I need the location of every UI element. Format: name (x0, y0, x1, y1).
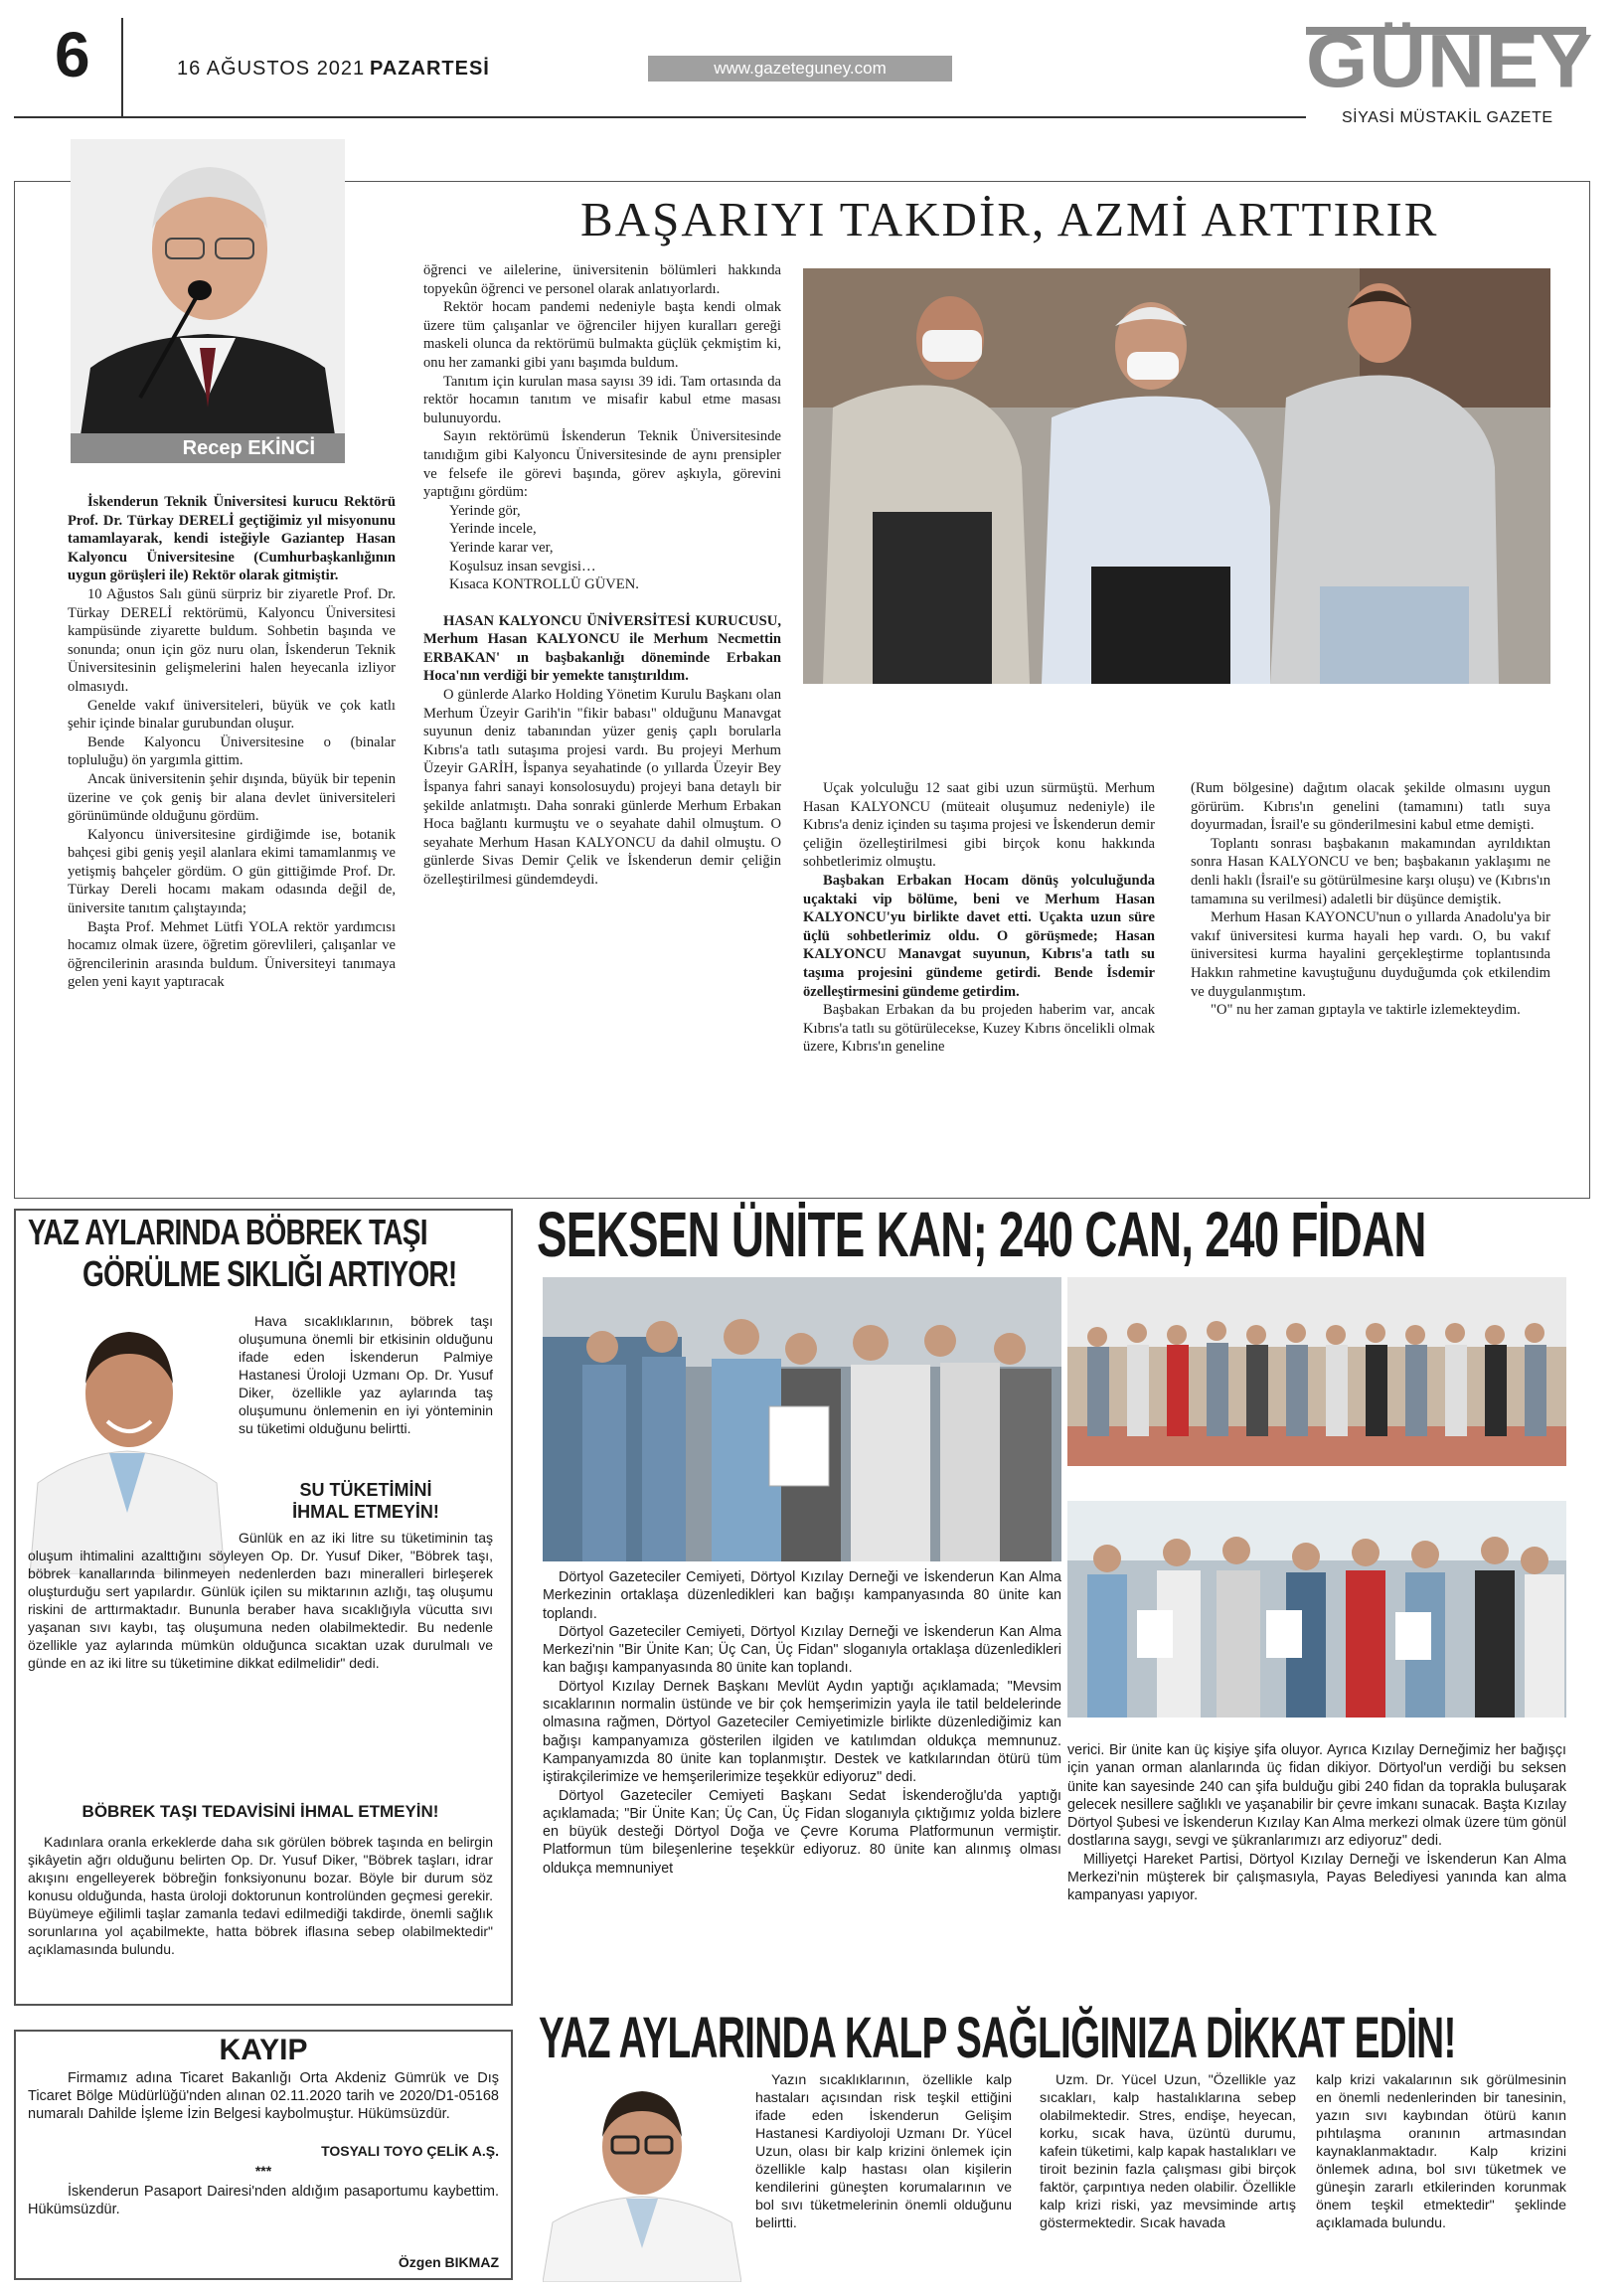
col1-p5: Ancak üniversitenin şehir dışında, büyük bir tepenin üzerine ve çok geniş bir alana devlet üniversiteleri görünümünde olduğunu gördüm. (68, 770, 396, 825)
blood-left-p1: Dörtyol Gazeteciler Cemiyeti, Dörtyol Kızılay Derneği ve İskenderun Kan Alma Merkezinin ortaklaşa düzenledikleri kan bağışı kampanyasında 80 ünite kan toplandı. (543, 1569, 1061, 1622)
header-divider-vertical (121, 18, 123, 117)
lost-signature-2: Özgen BIKMAZ (398, 2254, 499, 2270)
col2-p5: HASAN KALYONCU ÜNİVERSİTESİ KURUCUSU, Merhum Hasan KALYONCU ile Merhum Necmettin ERBAKAN' ın başbakanlığı döneminde Erbakan Hoca'nın verdiği bir yemekte tanıştırıldım. (423, 612, 781, 685)
page-number: 6 (55, 19, 90, 90)
col4-p1: (Rum bölgesine) dağıtım olacak şekilde olmasını uygun görürüm. Kıbrıs'ın genelini (tamamını) tatlı suya doyurmadan, İsrail'e su gönderilmesini kabul etme demişti. (1191, 780, 1550, 834)
author-photo (71, 139, 345, 435)
col3-p1: Uçak yolculuğu 12 saat gibi uzun sürmüştü. Merhum Hasan KALYONCU (müteait oluşumuz nedeniyle) ile Kıbrıs'a deniz içinden su taşıma projesi ve İskenderun demir çeliğin özelleştirilmesi gibi birçok konu hakkında sohbetlerimiz olmuştu. (803, 780, 1155, 871)
three-men-photo-svg (803, 268, 1550, 684)
author-name: Recep EKİNCİ (182, 437, 315, 459)
blood-right-p1: verici. Bir ünite kan üç kişiye şifa oluyor. Ayrıca Kızılay Derneğimiz her bağışçı için yanan orman alanlarında üç fidan dikiyor. Dörtyol'un verdiği bu seksen ünite kan sayesinde 240 can şifa bulduğu gibi 240 fidan da toprakla buluşarak gelecek nesillere sağlıklı ve yaşanabilir bir çevre imkanı sunacak. Başta Kızılay Dörtyol Şubesi ve İskenderun Kızılay Kan Alma merkezi olmak üzere tüm gönül dostlarına saygı, sevgi ve şükranlarımızı arz ediyoruz" dedi. (1067, 1742, 1566, 1850)
doctor-uzun-portrait-svg (543, 2073, 741, 2282)
blood-photo-group (1067, 1277, 1566, 1466)
lost-title: KAYIP (219, 2034, 308, 2066)
col4-p3: Merhum Hasan KAYONCU'nun o yıllarda Anadolu'ya bir vakıf üniversitesi kurma hayali hep vardı. O, bu vakıf üniversitesi kurma hayalini gerçekleştirme toplantısında Hakkın rahmetine kavuştuğunu duyduğumda çok etkilendim ve duygulanmıştım. (1191, 909, 1550, 1000)
heart-col1: Yazın sıcaklıklarının, özellikle kalp hastaları açısından risk teşkil ettiğini ifade eden İskenderun Gelişim Hastanesi Kardiyoloji Uzmanı Dr. Yücel Uzun, olası bir kalp krizini önlemek için özellikle kalp hastası olan kişilerin kendilerini güneşten korumalarının ve bol sıvı tüketmelerinin önemli olduğunu belirtti. (755, 2072, 1012, 2231)
newspaper-logo (1306, 18, 1594, 107)
col3-p3: Başbakan Erbakan da bu projeden haberim var, ancak Kıbrıs'a tatlı su götürülecekse, Kuzey Kıbrıs öncelikli olmak üzere, Kıbrıs'ın geneline (803, 1002, 1155, 1056)
motto-list (423, 502, 781, 594)
col3-p2: Başbakan Erbakan Hocam dönüş yolculuğunda uçaktaki vip bölüme, beni ve Merhum Hasan KALYONCU'yu birlikte davet etti. Uçakta uzun süre üçlü sohbetlerimiz oldu. O görüşmede; Hasan KALYONCU Manavgat suyunun, Kıbrıs'a tatlı su taşıma projesini gündeme getirdi. Bende İsdemir özelleştirmesini gündeme getirdim. (803, 872, 1155, 1000)
lost-stars: *** (254, 2163, 272, 2179)
blood-photo-1-svg (543, 1277, 1061, 1561)
lost-notice-2: İskenderun Pasaport Dairesi'nden aldığım pasaportumu kaybettim. Hükümsüzdür. (28, 2184, 499, 2217)
blood-photo-3-svg (1067, 1501, 1566, 1718)
col2-p1: öğrenci ve ailelerine, üniversitenin bölümleri hakkında topyekûn öğrenci ve personel olarak anlatıyorlardı. (423, 262, 781, 297)
col2-p6: O günlerde Alarko Holding Yönetim Kurulu Başkanı olan Merhum Üzeyir Garih'in "fikir babası" olduğunu Manavgat suyunun deniz tabanından yüzer geniş çaplı borularla Kıbrıs'a tatlı sutaşıma projesi vardı. Bu projeyi Merhum Üzeyir GARİH, İspanya seyahatinde (o yıllarda Üzeyir Bey İspanya fahri sanayi konsolosuydu) projeyi bana detaylı bir şekilde anlatmıştı. Daha sonraki günlerde Merhum Erbakan Hoca bağlantı kurmuştu ve o seyahate dahil olmuştum. O seyahate Merhum Hasan KALYONCU da dahil olmuştu. O günlerde Sivas Demir Çelik ve İskenderun demir çeliğin özelleştirilmesi gündemdeydi. (423, 687, 781, 888)
blood-left-p3: Dörtyol Kızılay Dernek Başkanı Mevlüt Aydın yaptığı açıklamada; "Mevsim sıcaklarının normalin üstünde ve bir çok hemşerimizin yayla ile tatil beldelerinde olmasına rağmen, Dörtyol Gazeteciler Cemiyetimizle birlikte düzenlediğimiz kan bağışı kampanyamıza gösterilen ilgiden ve katılımdan oldukça memnunuz. Kampanyamızda 80 ünite kan toplanmıştır. Destek ve katkılarından ötürü tüm iştirakçilerimize ve hemşerilerimize teşekkür ediyoruz" dedi. (543, 1678, 1061, 1786)
heart-title: YAZ AYLARINDA KALP SAĞLIĞINIZA DİKKAT EDİN! (539, 2006, 1456, 2070)
lost-notice-1: Firmamız adına Ticaret Bakanlığı Orta Akdeniz Gümrük ve Dış Ticaret Bölge Müdürlüğü'nden alınan 02.11.2020 tarih ve 2020/D1-05168 numaralı Dahilde İşleme İzin Belgesi kaybolmuştur. Hükümsüzdür. (28, 2070, 499, 2122)
column-text-col4 (1191, 779, 1550, 1020)
kidney-subhead1-line2: İHMAL ETMEYİN! (292, 1502, 439, 1522)
author-name-bar (71, 433, 345, 463)
col1-p6: Kalyoncu üniversitesine girdiğimde ise, botanik bahçesi gibi geniş yeşil alanlara ekimi tamamlanmış ve yetişmiş bahçeler gördüm. O gün gittiğimde Prof. Dr. Türkay Dereli hocamı makam odasında değil de, üniversite tanıtım çalıştayında; (68, 826, 396, 917)
blood-text-left (543, 1568, 1061, 1878)
kidney-subhead1-line1: SU TÜKETİMİNİ (299, 1480, 432, 1500)
column-text-col3 (803, 779, 1155, 1057)
motto-line: Yerinde karar ver, (449, 539, 554, 556)
blood-title: SEKSEN ÜNİTE KAN; 240 CAN, 240 FİDAN (537, 1199, 1426, 1270)
kidney-subhead2: BÖBREK TAŞI TEDAVİSİNİ İHMAL ETMEYİN! (81, 1802, 439, 1821)
motto-line: Kısaca KONTROLLÜ GÜVEN. (449, 576, 639, 593)
header-website[interactable]: www.gazeteguney.com (714, 59, 887, 78)
col1-p7: Başta Prof. Mehmet Lütfi YOLA rektör yardımcısı hocamız olmak üzere, öğretim görevlileri, çalışanlar ve öğrencilerinin arasında buldum. Üniversiteyi tanımaya gelen yeni kayıt yaptıracak (68, 918, 396, 991)
blood-left-p4: Dörtyol Gazeteciler Cemiyeti Başkanı Sedat İskenderoğlu'da yaptığı açıklamada; "Bir Ünite Kan; Üç Can, Üç Fidan sloganıyla çıktığımız yolda bizlere en büyük desteği Dörtyol Doğa ve Çevre Koruma Platformunun vermiştir. Platformun tüm bileşenlerine teşekkür ediyoruz. 80 ünite kan alınmış olması oldukça memnuniyet (543, 1787, 1061, 1877)
col1-p1: İskenderun Teknik Üniversitesi kurucu Rektörü Prof. Dr. Türkay DERELİ geçtiğimiz yıl misyonunu tamamlayarak, kendi isteğiyle Gaziantep Hasan Kalyoncu Üniversitesine (Cumhurbaşkanlığının uygun görüşleri ile) Rektör olarak gitmiştir. (68, 494, 396, 584)
header-website-bar[interactable] (648, 56, 952, 82)
kidney-title-line1: YAZ AYLARINDA BÖBREK TAŞI (28, 1212, 427, 1252)
col4-p4: "O" nu her zaman gıptayla ve taktirle izlemekteydim. (1211, 1002, 1521, 1019)
header-weekday: PAZARTESİ (370, 58, 490, 80)
col2-p3: Tanıtım için kurulan masa sayısı 39 idi. Tam ortasında da rektör hocamın tanıtım ve misafir kabul etme masası bulunuyordu. (423, 373, 781, 426)
kidney-para3: Kadınlara oranla erkeklerde daha sık görülen böbrek taşında en belirgin şikâyetin ağrı olduğunu belirten Op. Dr. Yusuf Diker, "Böbrek taşları, idrar akışını engelleyerek böbreğin fonksiyonunu bozar. Böyle bir durum söz konusu olduğunda, hasta üroloji doktorunun kontrolünden geçmesi gerekir. Büyümeye eğilimli taşlar zamanla tedavi edilmediği takdirde, önemli sağlık sorunlarına yol açabilmekte, hatta böbrek iflasına sebep olabilmektedir" açıklamasında bulundu. (28, 1834, 493, 1957)
logo-text: GÜNEY (1306, 19, 1594, 103)
doctor-uzun-photo (543, 2073, 741, 2282)
column-title: BAŞARIYI TAKDİR, AZMİ ARTTIRIR (580, 192, 1439, 246)
lost-signature-1: TOSYALI TOYO ÇELİK A.Ş. (321, 2143, 499, 2159)
blood-photo-certificate (543, 1277, 1061, 1561)
col4-p2: Toplantı sonrası başbakanın makamından ayrıldıktan sonra Hasan KALYONCU ve ben; başbakanın yaklaşımı ne denli haklı (İsrail'e su götürülmesine karşı oluşu) ve (Kıbrıs'ın tamamına su verilmesi) adaletli bir düşünce demiştik. (1191, 835, 1550, 907)
blood-left-p2: Dörtyol Gazeteciler Cemiyeti, Dörtyol Kızılay Derneği ve İskenderun Kan Alma Merkezi'nin "Bir Ünite Kan; Üç Can, Üç Fidan" sloganıyla ortaklaşa düzenledikleri kan bağışı kampanyasında 80 ünite kan toplandı. (543, 1623, 1061, 1677)
kidney-subhead1 (239, 1479, 493, 1523)
motto-line: Koşulsuz insan sevgisi… (449, 558, 596, 574)
col1-p2: 10 Ağustos Salı günü sürpriz bir ziyaretle Prof. Dr. Türkay DERELİ rektörümü, Kalyoncu Üniversitesi kampüsünde ziyarette buldum. Sohbetin başında ve sonunda; onun için göz nuru olan, İskenderun Teknik Üniversitesinin gelişmelerini halen heyecanla izliyor olmasıydı. (68, 585, 396, 695)
blood-text-right (1067, 1741, 1566, 1905)
blood-photo-certificates-group (1067, 1501, 1566, 1718)
col2-p2: Rektör hocam pandemi nedeniyle başta kendi olmak üzere tüm çalışanlar ve öğrenciler hijyen kuralları gereği maskeli olunca da rektörümü bulmakta güçlük çekmiştim ki, onu her zamanki gibi yanı başımda buldum. (423, 299, 781, 371)
motto-line: Yerinde incele, (449, 521, 537, 538)
header-rule (14, 116, 1306, 118)
author-portrait-svg (71, 139, 345, 435)
kidney-para2: Günlük en az iki litre su tüketiminin taş oluşum ihtimalini azalttığını söyleyen Op. Dr. Yusuf Diker, "Böbrek taşı, böbrek kanallarında bilinmeyen nedenlerden bazı mineralleri birleşerek oluşturduğu sert yapılardır. Günlük içilen su miktarının azlığı, taş oluşumu riskini de arttırmaktadır. Bununla beraber hava sıcaklığıyla vücutta sıvı yaşanan sıvı kaybı, taş oluşumuna neden olabilmektedir. Bu nedenle özellikle yaz aylarında mümkün olduğunca sıcaktan uzak durulmalı ve günde en az iki litre su tüketimine dikkat edilmelidir" dedi. (28, 1530, 493, 1671)
blood-photo-2-svg (1067, 1277, 1566, 1466)
col1-p4: Bende Kalyoncu Üniversitesine o (binalar topluluğu) ön yargımla gittim. (68, 734, 396, 769)
column-text-col1 (68, 493, 396, 992)
col1-p3: Genelde vakıf üniversiteleri, büyük ve çok katlı şehir içinde binalar gurubundan oluşur. (68, 697, 396, 733)
blood-right-p2: Milliyetçi Hareket Partisi, Dörtyol Kızılay Derneği ve İskenderun Kan Alma Merkezi'nin müşterek bir çalışmasıyla, Payas Belediyesi yanında kan alma kampanyası yapıyor. (1067, 1851, 1566, 1904)
column-main-photo (803, 268, 1550, 684)
heart-col2: Uzm. Dr. Yücel Uzun, "Özellikle yaz sıcakları, kalp hastalıklarına sebep olabilmektedir. Stres, endişe, heyecan, korku, sıcak hava, üzüntü durumu, kafein tüketimi, kalp kapak hastalıkları ve tiroit bezinin fazla çalışması gibi birçok faktör, çarpıntıya neden olabilir. Özellikle kalp krizi riski, yaz mevsiminde artış göstermektedir. Sıcak havada (1040, 2072, 1296, 2231)
header-date: 16 AĞUSTOS 2021 (177, 58, 366, 80)
col2-p4: Sayın rektörümü İskenderun Teknik Üniversitesinde tanıdığım gibi Kalyoncu Üniversitesinde de aynı prensipler ve felsefe ile görevi başında, görev aşkıyla, görevini yaptığını gördüm: (423, 428, 781, 501)
kidney-intro: Hava sıcaklıklarının, böbrek taşı oluşumuna önemli bir etkisinin olduğunu ifade eden İskenderun Palmiye Hastanesi Üroloji Uzmanı Op. Dr. Yusuf Diker, özellikle yaz aylarında taş oluşumunu önlemenin en iyi yönteminin su tüketimi olduğunu belirtti. (239, 1313, 493, 1436)
kidney-title-line2: GÖRÜLME SIKLIĞI ARTIYOR! (82, 1253, 457, 1294)
column-text-col2 (423, 261, 781, 890)
heart-col3: kalp krizi vakalarının sık görülmesinin en önemli nedenlerinden bir tanesinin, yazın sıvı kaybından ötürü kanın pıhtılaşma oranının artmasından kaynaklanmaktadır. Kalp krizini önlemek adına, bol sıvı tüketmek ve güneşin zararlı etkilerinden korunmak önem teşkil etmektedir" şeklinde açıklamada bulundu. (1316, 2072, 1566, 2231)
motto-line: Yerinde gör, (449, 502, 521, 519)
logo-tagline: SİYASİ MÜSTAKİL GAZETE (1342, 109, 1553, 126)
